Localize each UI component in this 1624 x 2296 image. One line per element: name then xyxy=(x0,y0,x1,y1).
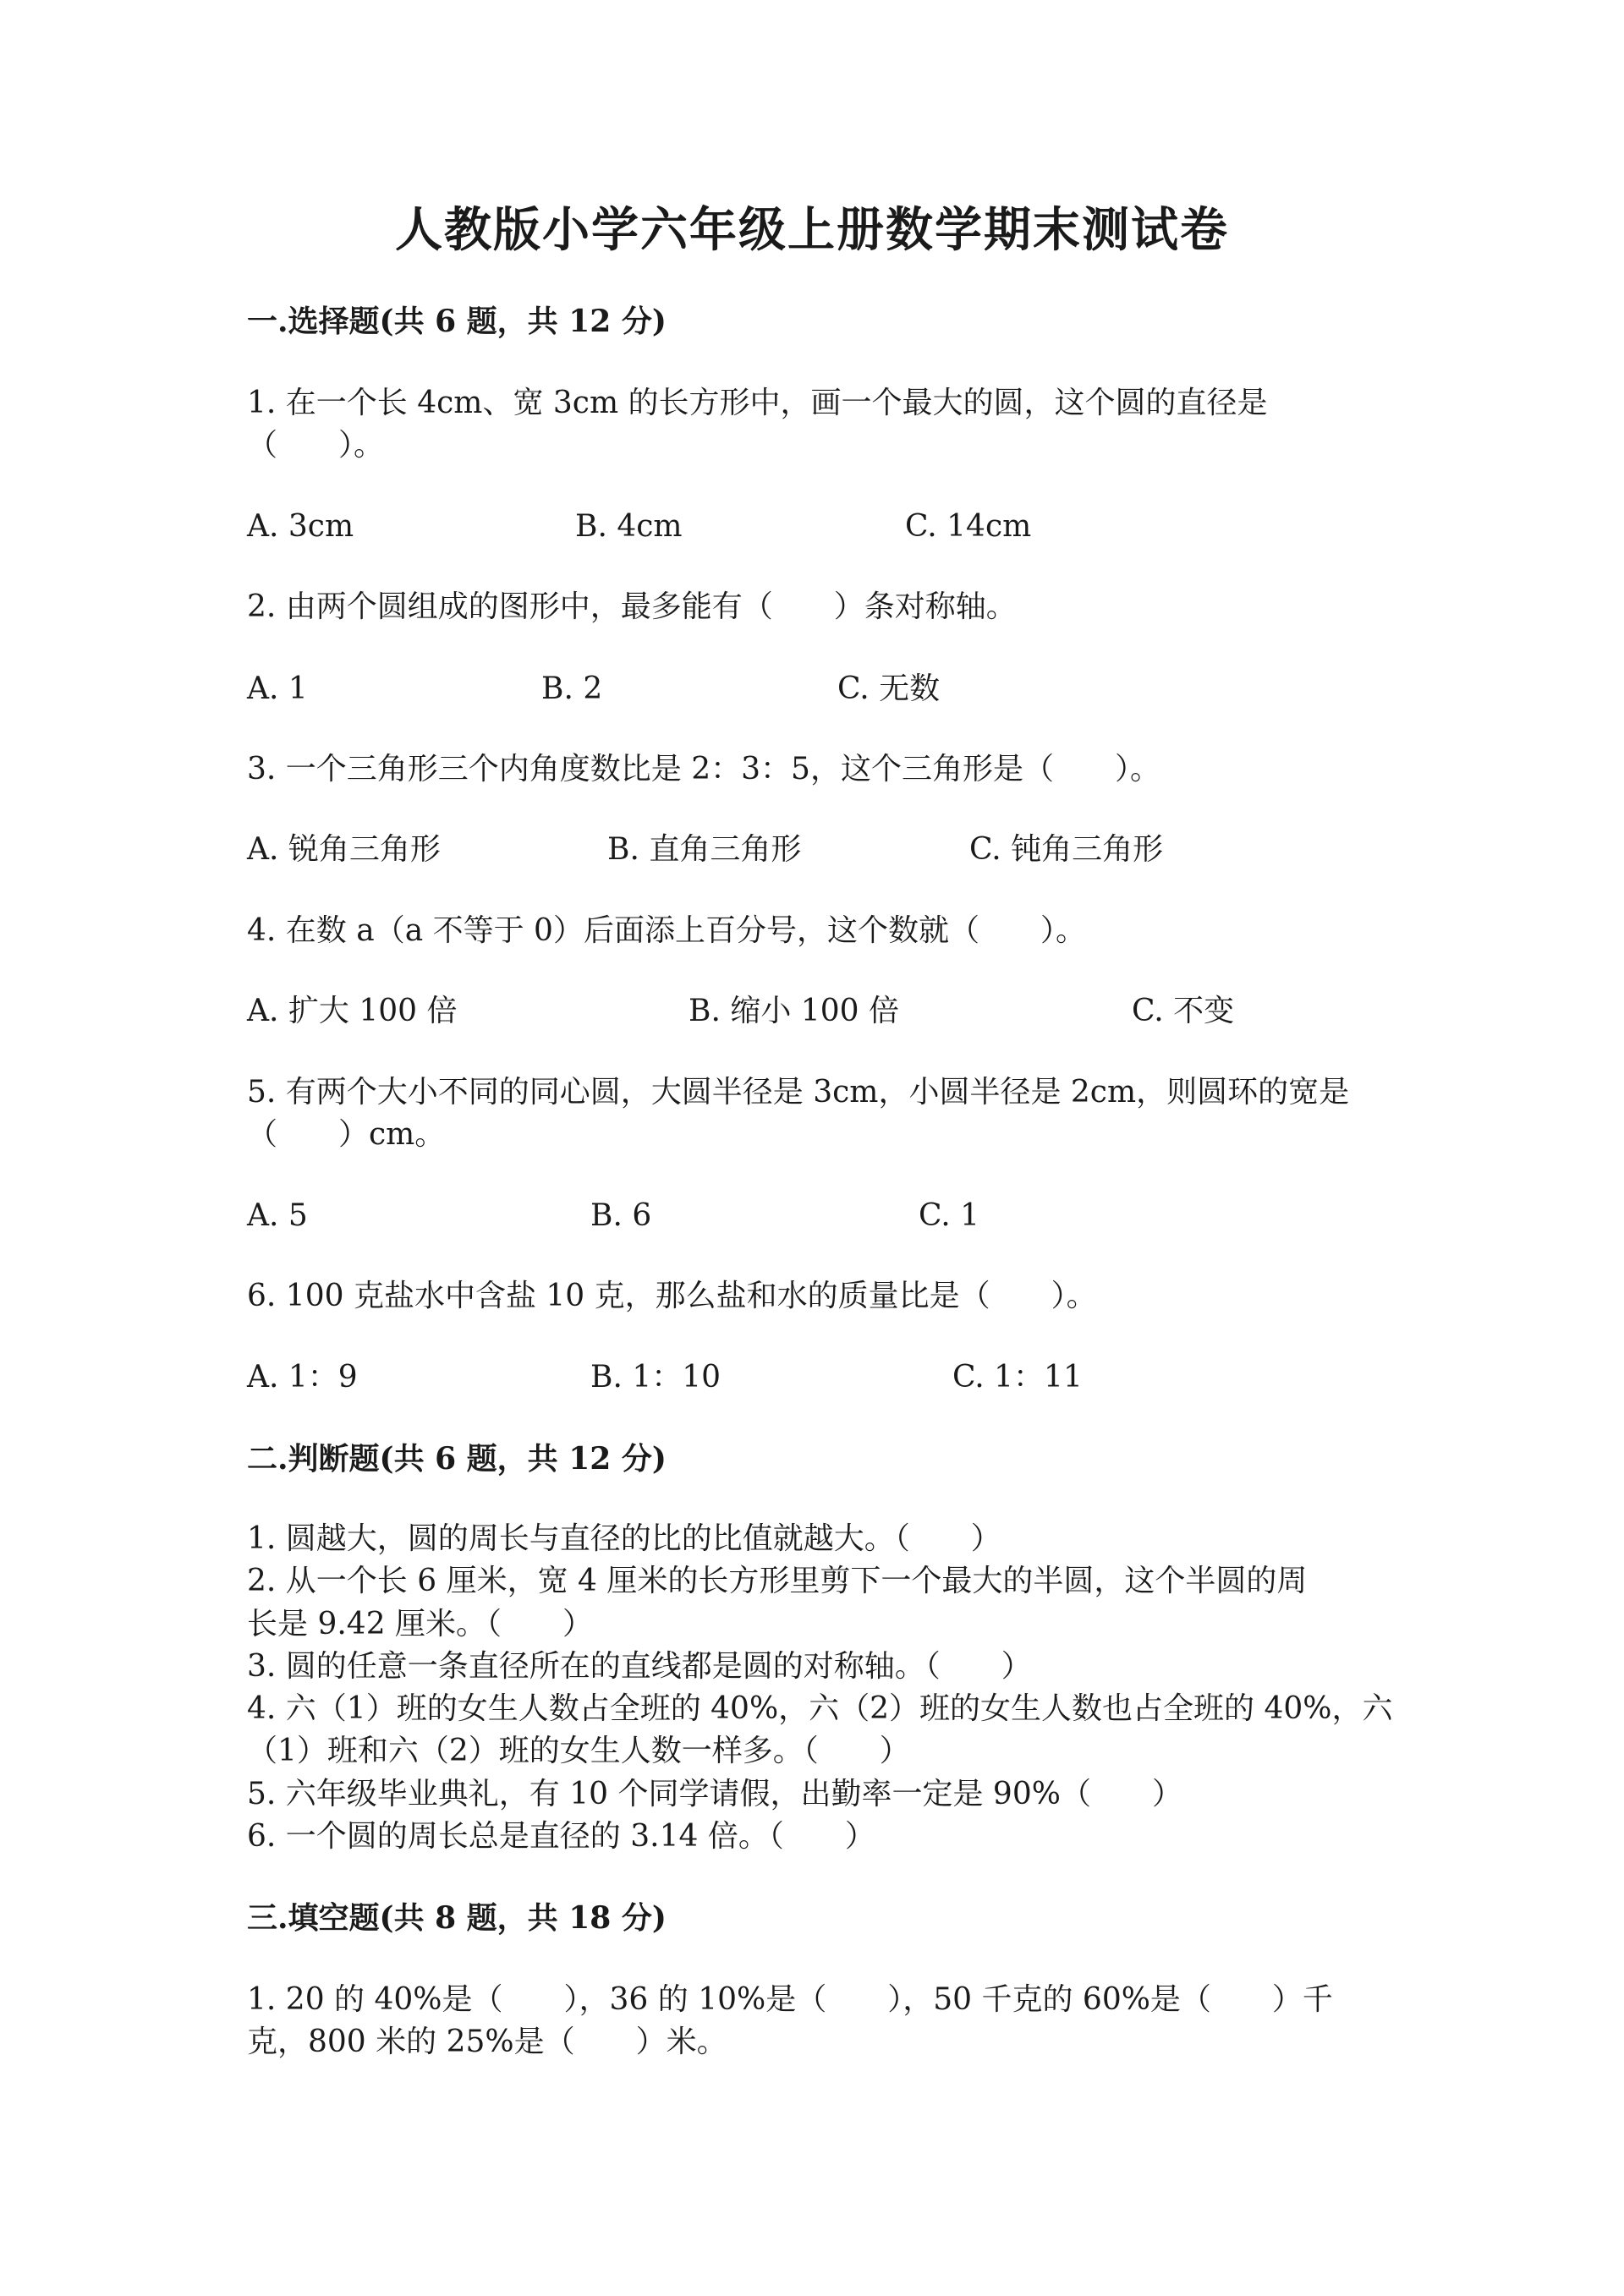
option-b: B. 4cm xyxy=(575,509,683,544)
question-line: （ ）cm。 xyxy=(247,1117,446,1152)
page-title: 人教版小学六年级上册数学期末测试卷 xyxy=(395,202,1229,258)
option-b: B. 6 xyxy=(590,1198,652,1233)
question-line: （1）班和六（2）班的女生人数一样多。（ ） xyxy=(247,1734,910,1768)
question-line: 2. 从一个长 6 厘米，宽 4 厘米的长方形里剪下一个最大的半圆，这个半圆的周 xyxy=(247,1564,1308,1598)
option-b: B. 1：10 xyxy=(590,1360,721,1395)
question-line: 3. 一个三角形三个内角度数比是 2：3：5，这个三角形是（ ）。 xyxy=(247,752,1160,786)
question-line: 5. 有两个大小不同的同心圆，大圆半径是 3cm，小圆半径是 2cm，则圆环的宽是 xyxy=(247,1075,1350,1110)
option-c: C. 1：11 xyxy=(952,1360,1083,1395)
option-c: C. 不变 xyxy=(1132,994,1235,1028)
option-c: C. 无数 xyxy=(837,671,941,706)
question-line: 3. 圆的任意一条直径所在的直线都是圆的对称轴。（ ） xyxy=(247,1649,1032,1684)
question-line: 1. 在一个长 4cm、宽 3cm 的长方形中，画一个最大的圆，这个圆的直径是 xyxy=(247,386,1268,420)
option-b: B. 直角三角形 xyxy=(607,832,802,867)
section-heading-judgment: 二.判断题(共 6 题，共 12 分) xyxy=(247,1441,667,1477)
question-line: 1. 20 的 40%是（ ），36 的 10%是（ ），50 千克的 60%是（ ）千 xyxy=(247,1982,1333,2017)
option-c: C. 14cm xyxy=(905,509,1032,544)
section-heading-fill-blank: 三.填空题(共 8 题，共 18 分) xyxy=(247,1900,667,1936)
option-a: A. 3cm xyxy=(247,509,354,544)
question-line: 2. 由两个圆组成的图形中，最多能有（ ）条对称轴。 xyxy=(247,589,1017,624)
option-a: A. 扩大 100 倍 xyxy=(247,994,458,1028)
question-line: 6. 100 克盐水中含盐 10 克，那么盐和水的质量比是（ ）。 xyxy=(247,1279,1097,1313)
option-a: A. 5 xyxy=(247,1198,308,1233)
question-line: 克，800 米的 25%是（ ）米。 xyxy=(247,2025,727,2059)
option-a: A. 1 xyxy=(247,671,308,706)
option-a: A. 锐角三角形 xyxy=(247,832,441,867)
section-heading-choice: 一.选择题(共 6 题，共 12 分) xyxy=(247,304,667,339)
question-line: （ ）。 xyxy=(247,428,385,463)
option-a: A. 1：9 xyxy=(247,1360,358,1395)
question-line: 4. 六（1）班的女生人数占全班的 40%，六（2）班的女生人数也占全班的 40%，六 xyxy=(247,1691,1393,1726)
question-line: 1. 圆越大，圆的周长与直径的比的比值就越大。（ ） xyxy=(247,1521,1001,1556)
question-line: 5. 六年级毕业典礼，有 10 个同学请假，出勤率一定是 90%（ ） xyxy=(247,1777,1182,1811)
option-c: C. 1 xyxy=(919,1198,980,1233)
question-line: 6. 一个圆的周长总是直径的 3.14 倍。（ ） xyxy=(247,1819,875,1854)
option-c: C. 钝角三角形 xyxy=(969,832,1164,867)
option-b: B. 2 xyxy=(541,671,603,706)
question-line: 4. 在数 a（a 不等于 0）后面添上百分号，这个数就（ ）。 xyxy=(247,913,1086,948)
option-b: B. 缩小 100 倍 xyxy=(689,994,899,1028)
question-line: 长是 9.42 厘米。（ ） xyxy=(247,1607,594,1641)
